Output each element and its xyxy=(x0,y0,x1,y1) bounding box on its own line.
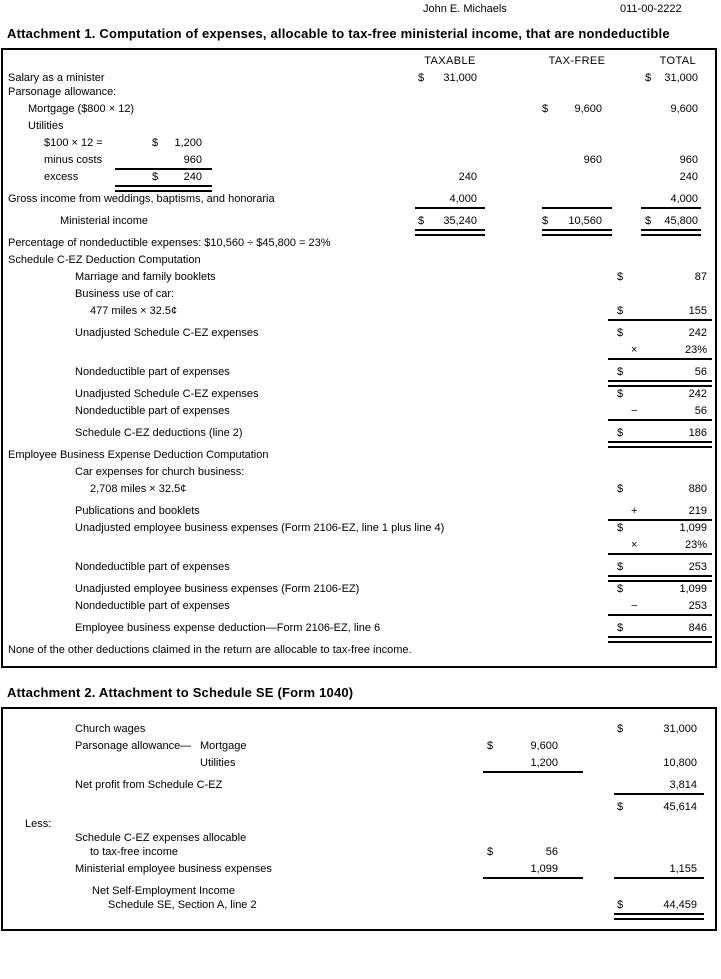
row-label: Publications and booklets xyxy=(75,505,200,517)
table-row xyxy=(0,482,721,499)
cell-value: 31,000 xyxy=(443,72,477,84)
dollar-sign: $ xyxy=(617,522,624,534)
cell-value: 4,000 xyxy=(449,193,477,205)
row-label: Schedule SE, Section A, line 2 xyxy=(108,899,257,911)
table-row xyxy=(0,845,721,862)
cell-right xyxy=(614,862,704,879)
table-row xyxy=(0,253,721,270)
cell-value: 240 xyxy=(183,171,202,183)
cell-taxable xyxy=(415,170,485,187)
dollar-sign: $ xyxy=(617,723,624,735)
cell-amount xyxy=(608,482,712,499)
operator-sign: − xyxy=(631,405,638,417)
table-row xyxy=(0,102,721,119)
table-row xyxy=(0,504,721,521)
table-row xyxy=(0,326,721,343)
table-row xyxy=(0,448,721,465)
cell-value: 960 xyxy=(679,154,698,166)
row-label: Ministerial employee business expenses xyxy=(75,863,272,875)
dollar-sign: $ xyxy=(617,388,624,400)
dollar-sign: $ xyxy=(645,72,652,84)
table-row xyxy=(0,560,721,577)
row-label: Unadjusted Schedule C-EZ expenses xyxy=(75,388,259,400)
cell-value: 9,600 xyxy=(530,740,558,752)
cell-amount xyxy=(608,270,712,287)
cell-value: 1,099 xyxy=(530,863,558,875)
cell-amount xyxy=(608,343,712,360)
cell-taxable xyxy=(415,214,485,231)
cell-taxable xyxy=(415,192,485,209)
cell-value: 242 xyxy=(688,388,707,400)
attachment1-title: Attachment 1. Computation of expenses, allocable to tax-free ministerial income, that are nondeductible xyxy=(7,26,670,41)
dollar-sign: $ xyxy=(617,366,624,378)
cell-value: 4,000 xyxy=(670,193,698,205)
dollar-sign: $ xyxy=(152,137,159,149)
cell-amount xyxy=(608,521,712,538)
row-label: Nondeductible part of expenses xyxy=(75,561,230,573)
row-label: Mortgage ($800 × 12) xyxy=(28,103,135,115)
dollar-sign: $ xyxy=(617,622,624,634)
cell-value: 960 xyxy=(583,154,602,166)
operator-sign: − xyxy=(631,600,638,612)
cell-total xyxy=(641,214,701,231)
cell-right xyxy=(614,778,704,795)
row-label: 2,708 miles × 32.5¢ xyxy=(90,483,187,495)
cell-amount xyxy=(608,426,712,443)
dollar-sign: $ xyxy=(617,483,624,495)
cell-taxfree xyxy=(542,102,612,119)
dollar-sign: $ xyxy=(487,740,494,752)
cell-value: 253 xyxy=(688,600,707,612)
cell-value: 1,099 xyxy=(679,583,707,595)
table-row xyxy=(0,170,721,187)
cell-value: 846 xyxy=(688,622,707,634)
cell-value: 155 xyxy=(688,305,707,317)
row-label: Ministerial income xyxy=(60,215,149,227)
cell-amount xyxy=(608,538,712,555)
cell-right xyxy=(614,898,704,915)
row-label: Business use of car: xyxy=(75,288,175,300)
cell-value: 1,200 xyxy=(530,757,558,769)
cell-amount xyxy=(608,404,712,421)
table-row xyxy=(0,287,721,304)
table-row xyxy=(0,756,721,773)
row-label: excess xyxy=(44,171,79,183)
cell-right xyxy=(614,722,704,739)
dollar-sign: $ xyxy=(617,583,624,595)
dollar-sign: $ xyxy=(617,427,624,439)
row-label: Schedule C-EZ deductions (line 2) xyxy=(75,427,243,439)
table-row xyxy=(0,85,721,102)
cell-amount xyxy=(608,326,712,343)
table-row xyxy=(0,521,721,538)
cell-mid xyxy=(483,739,583,756)
cell-value: 23% xyxy=(684,344,707,356)
cell-value: 240 xyxy=(458,171,477,183)
cell-amount xyxy=(608,560,712,577)
row-label: Unadjusted employee business expenses (Form 2106-EZ) xyxy=(75,583,360,595)
cell-value: 3,814 xyxy=(669,779,697,791)
table-row xyxy=(0,404,721,421)
cell-value: 44,459 xyxy=(663,899,697,911)
table-row xyxy=(0,214,721,231)
cell-value: 10,560 xyxy=(568,215,602,227)
cell-amount xyxy=(608,365,712,382)
operator-sign: + xyxy=(631,505,638,517)
row-label: Parsonage allowance— xyxy=(75,740,192,752)
cell-value: 56 xyxy=(694,366,707,378)
table-row xyxy=(0,621,721,638)
column-header-taxfree: TAX-FREE xyxy=(548,55,606,67)
cell-total xyxy=(641,153,701,170)
cell-value: 186 xyxy=(688,427,707,439)
dollar-sign: $ xyxy=(418,72,425,84)
row-label: 477 miles × 32.5¢ xyxy=(90,305,178,317)
row-label: Net Self-Employment Income xyxy=(92,885,236,897)
dollar-sign: $ xyxy=(542,103,549,115)
table-row xyxy=(0,643,721,660)
row-label: Employee business expense deduction—Form 2106-EZ, line 6 xyxy=(75,622,381,634)
dollar-sign: $ xyxy=(617,561,624,573)
cell-amount xyxy=(608,304,712,321)
dollar-sign: $ xyxy=(645,215,652,227)
cell-value: 31,000 xyxy=(664,72,698,84)
table-row xyxy=(0,898,721,915)
row-label: Schedule C-EZ Deduction Computation xyxy=(8,254,201,266)
row-label: Nondeductible part of expenses xyxy=(75,600,230,612)
cell-mid xyxy=(483,862,583,879)
cell-value: 242 xyxy=(688,327,707,339)
cell-value: 1,200 xyxy=(174,137,202,149)
row-label: Percentage of nondeductible expenses: $10,560 ÷ $45,800 = 23% xyxy=(8,237,331,249)
table-row xyxy=(0,599,721,616)
table-row xyxy=(0,387,721,404)
table-row xyxy=(0,739,721,756)
cell-value: 960 xyxy=(183,154,202,166)
row-label: Employee Business Expense Deduction Computation xyxy=(8,449,269,461)
table-row xyxy=(0,722,721,739)
cell-amount xyxy=(608,387,712,404)
cell-mid xyxy=(483,756,583,773)
table-row xyxy=(0,800,721,817)
table-row xyxy=(0,119,721,136)
dollar-sign: $ xyxy=(542,215,549,227)
cell-total xyxy=(641,102,701,119)
operator-sign: × xyxy=(631,539,638,551)
row-label: Nondeductible part of expenses xyxy=(75,405,230,417)
row-label: $100 × 12 = xyxy=(44,137,103,149)
column-header-total: TOTAL xyxy=(659,55,696,67)
attachment2-title: Attachment 2. Attachment to Schedule SE (Form 1040) xyxy=(7,685,354,700)
row-label: Utilities xyxy=(28,120,64,132)
dollar-sign: $ xyxy=(617,899,624,911)
table-row xyxy=(0,270,721,287)
table-row xyxy=(0,136,721,153)
table-row xyxy=(0,465,721,482)
cell-value: 9,600 xyxy=(670,103,698,115)
dollar-sign: $ xyxy=(617,327,624,339)
row-label: None of the other deductions claimed in the return are allocable to tax-free income. xyxy=(8,644,412,656)
cell-amount xyxy=(608,504,712,521)
cell-amount xyxy=(608,582,712,599)
row-label: Unadjusted Schedule C-EZ expenses xyxy=(75,327,259,339)
row-label: Parsonage allowance: xyxy=(8,86,117,98)
cell-total xyxy=(641,170,701,187)
operator-sign: × xyxy=(631,344,638,356)
table-row xyxy=(0,304,721,321)
column-headers-row xyxy=(0,54,721,71)
row-label: Salary as a minister xyxy=(8,72,105,84)
row-sublabel: Utilities xyxy=(200,757,236,769)
row-label: Marriage and family booklets xyxy=(75,271,216,283)
taxpayer-name: John E. Michaels xyxy=(423,3,507,15)
dollar-sign: $ xyxy=(152,171,159,183)
table-row xyxy=(0,426,721,443)
row-label: to tax-free income xyxy=(90,846,179,858)
cell-amount xyxy=(608,599,712,616)
cell-value: 23% xyxy=(684,539,707,551)
dollar-sign: $ xyxy=(617,305,624,317)
cell-value: 56 xyxy=(694,405,707,417)
row-sublabel: Mortgage xyxy=(200,740,247,752)
table-row xyxy=(0,538,721,555)
table-row xyxy=(0,153,721,170)
cell-value: 9,600 xyxy=(574,103,602,115)
taxpayer-ssn: 011-00-2222 xyxy=(620,3,682,15)
cell-value: 35,240 xyxy=(443,215,477,227)
cell-value: 240 xyxy=(679,171,698,183)
cell-value: 56 xyxy=(545,846,558,858)
column-header-taxable: TAXABLE xyxy=(424,55,476,67)
cell-mid xyxy=(483,845,583,862)
cell-amount xyxy=(608,621,712,638)
cell-value: 45,614 xyxy=(663,801,697,813)
cell-total xyxy=(641,192,701,209)
table-row xyxy=(0,343,721,360)
cell-value: 219 xyxy=(688,505,707,517)
row-label: Car expenses for church business: xyxy=(75,466,245,478)
cell-value: 253 xyxy=(688,561,707,573)
row-label: Schedule C-EZ expenses allocable xyxy=(75,832,247,844)
cell-value: 10,800 xyxy=(663,757,697,769)
cell-value: 45,800 xyxy=(664,215,698,227)
table-row xyxy=(0,778,721,795)
table-row xyxy=(0,365,721,382)
dollar-sign: $ xyxy=(617,271,624,283)
cell-taxfree xyxy=(542,192,612,209)
row-label: Gross income from weddings, baptisms, and honoraria xyxy=(8,193,275,205)
cell-value: 87 xyxy=(694,271,707,283)
dollar-sign: $ xyxy=(418,215,425,227)
table-row xyxy=(0,862,721,879)
row-label: Net profit from Schedule C-EZ xyxy=(75,779,223,791)
cell-value: 880 xyxy=(688,483,707,495)
cell-inner xyxy=(115,153,212,170)
row-label: Unadjusted employee business expenses (Form 2106-EZ, line 1 plus line 4) xyxy=(75,522,445,534)
dollar-sign: $ xyxy=(487,846,494,858)
cell-value: 1,099 xyxy=(679,522,707,534)
row-label: minus costs xyxy=(44,154,103,166)
table-row xyxy=(0,582,721,599)
cell-right xyxy=(614,800,704,817)
cell-taxfree xyxy=(542,153,612,170)
cell-taxfree xyxy=(542,214,612,231)
table-row xyxy=(0,236,721,253)
table-row xyxy=(0,192,721,209)
cell-inner xyxy=(115,170,212,187)
cell-right xyxy=(614,756,704,773)
row-label: Church wages xyxy=(75,723,146,735)
cell-value: 31,000 xyxy=(663,723,697,735)
row-label: Less: xyxy=(25,818,52,830)
row-label: Nondeductible part of expenses xyxy=(75,366,230,378)
cell-inner xyxy=(115,136,212,153)
cell-value: 1,155 xyxy=(669,863,697,875)
dollar-sign: $ xyxy=(617,801,624,813)
